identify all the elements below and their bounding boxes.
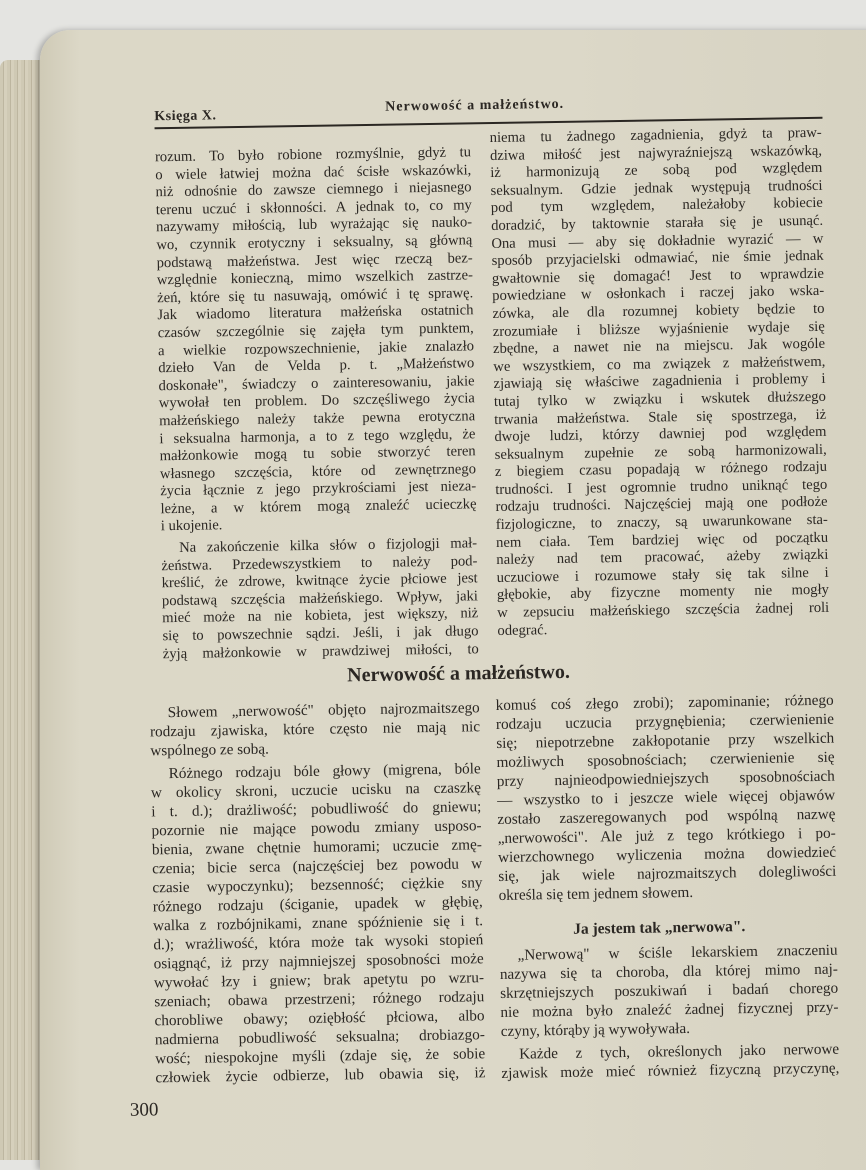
text-line: nie można było znaleźć żadnej fizycznej przy- (500, 998, 839, 1021)
text-line: terenu uczuć i skłonności. A jednak to, co my (155, 197, 472, 219)
page-number: 300 (129, 1099, 159, 1121)
text-line: się to powszechnie sądzi. Jeśli, i jak długo (162, 623, 479, 645)
column-bottom-right-continued (499, 941, 839, 1087)
text-line: z biegiem czasu popadają w różnego rodzaju (494, 459, 828, 481)
text-line: niema tu żadnego zagadnienia, gdyż ta praw- (489, 124, 822, 147)
text-line: trudności. I jest ogromnie trudno uniknąć tego (495, 476, 828, 498)
text-line: różnego rodzaju (ściganie, upadek w głębię, (152, 893, 483, 916)
text-line: Różnego rodzaju bóle głowy (migrena, bóle (168, 760, 481, 783)
text-line: Słowem „nerwowość" objęto najrozmaitszego (167, 699, 480, 722)
text-line: się; niepotrzebne zakłopotanie przy wszelkich (496, 729, 835, 752)
text-line: dziwa miłość jest najwyraźniejszą wskazówką, (489, 142, 823, 164)
text-line: zbędne, a nawet nie na miejscu. Jak wogóle (492, 335, 826, 358)
text-line: d.); wrażliwość, która może tak wysoki stopień (153, 931, 484, 954)
text-line: sposób przyjacielski odmawiać, nie śmie jednak (491, 247, 824, 270)
subsection-heading: Ja jestem tak „nerwowa". (573, 918, 746, 938)
column-top-right (490, 125, 830, 644)
text-line: należy nad tem pracować, ażeby związki (496, 547, 829, 569)
text-line: Ona musi — aby się dokładnie wyrazić — w (491, 230, 824, 252)
text-line: nadmierna pobudliwość seksualna; drobiazgo- (154, 1026, 485, 1049)
text-line: Na zakończenie kilka słów o fizjologji mał- (179, 535, 478, 557)
text-line: powiedziane w osłonkach i raczej jako wska- (492, 283, 825, 305)
text-line: wierzchownego wyliczenia można dowiedzieć (497, 843, 837, 866)
text-line: odegrać. (497, 621, 548, 639)
text-line: skrzętniejszych poszukiwań i badań chorego (500, 979, 839, 1002)
running-header-title: Nerwowość a małżeństwo. (385, 96, 565, 115)
text-line: nazywamy miłością, lub wyrażając się nauko- (155, 214, 473, 236)
text-line: „Nerwową" w ściśle lekarskiem znaczeniu (517, 941, 838, 964)
text-line: niż odnośnie do zawsze ciemnego i niejasnego (155, 179, 472, 201)
paragraph (499, 941, 838, 1041)
text-line: bienia, zwane chętnie humorami; uczucie zmę- (151, 836, 482, 859)
text-line: względnie konieczną, mimo wszelkich zastrze- (156, 267, 474, 289)
text-line: w okolicy skroni, uczucie ucisku na czaszkę (150, 779, 482, 802)
text-line: i ukojenie. (160, 517, 223, 535)
paragraph (490, 125, 830, 640)
text-line: wywołał ten problem. Do szczęśliwego życia (158, 390, 475, 412)
text-line: i seksualna harmonja, a to z tego względu, że (159, 425, 476, 447)
text-line: trwania małżeństwa. Stale się spostrzega, iż (494, 406, 827, 428)
text-line: szeniach; obawa przestrzeni; różnego rodzaju (154, 988, 485, 1011)
text-line: wspólnego ze sobą. (150, 740, 269, 760)
text-line: zówka, ale dla rozumnej kobiety będzie to (492, 300, 825, 322)
text-line: podstawą szczęścia małżeńskiego. Wpływ, jaki (161, 588, 479, 610)
text-line: chorobliwe obawy; oziębłość płciowa, albo (154, 1007, 485, 1030)
text-line: czyny, którąby ją wywoływała. (500, 1019, 691, 1040)
text-line: seksualnym. Gdzie jednak występują trudności (490, 177, 823, 199)
text-line: czasie wypoczynku); bezsenność; ciężkie sny (152, 874, 483, 897)
text-line: rodzaju trudności. Najczęściej mają one podłoże (495, 494, 828, 516)
text-line: i t. d.); drażliwość; pobudliwość do gniewu; (151, 798, 482, 821)
paragraph (150, 698, 481, 760)
text-line: zrozumiałe i bliższe wyjaśnienie wydaje się (492, 318, 825, 340)
text-line: w zepsuciu małżeńskiego szczęścia żadnej roli (497, 599, 830, 621)
text-line: głębokie, aby fizyczne momenty nie mogły (496, 582, 830, 604)
text-line: podstawą małżeństwa. Jest więc rzeczą bez- (156, 249, 473, 271)
text-line: fizjologiczne, to znaczy, są uwarunkowane sta- (495, 511, 828, 534)
text-line: małżeńskiego należy także pewna erotyczna (159, 408, 476, 430)
text-line: Jak wiadomo literatura małżeńska ostatnich (157, 302, 474, 324)
text-line: a wielkie rozpowszechnienie, jakie znalazło (157, 337, 475, 359)
text-line: walka z rozbójnikami, znane spóźnienie się i t. (152, 912, 484, 935)
paragraph (496, 691, 837, 905)
text-line: wość; niespokojne myśli (zdaje się, że sobie (155, 1045, 486, 1068)
section-heading: Nerwowość a małżeństwo. (346, 660, 571, 687)
text-line: komuś coś złego zrobi); zapominanie; różnego (495, 691, 834, 715)
text-line: Każde z tych, określonych jako nerwowe (519, 1040, 840, 1063)
text-line: wywołać łzy i gniew; brak apetytu po wzru- (153, 969, 485, 992)
text-line: się, jak wiele najrozmaitszych dolegliwości (498, 862, 837, 885)
text-line: gwałtownie się domagać! Jest to wprawdzie (491, 265, 825, 287)
text-line: zostało zaszeregowanych pod wspólną nazwę (497, 805, 836, 828)
text-line: — wszystko to i jeszcze wiele więcej objawów (497, 786, 836, 809)
text-line: rodzaju zjawiska, które często nie mają nic (149, 718, 481, 741)
text-line: iż harmonizują ze sobą pod względem (490, 159, 823, 182)
text-line: „nerwowości". Ale już z tego krótkiego i po- (497, 824, 836, 847)
column-bottom-left (150, 698, 486, 1091)
text-line: żyją małżonkowie w prawdziwej miłości, to (162, 640, 479, 662)
text-line: rozum. To było robione rozmyślnie, gdyż tu (154, 144, 472, 166)
running-header-book: Księga X. (154, 108, 217, 125)
text-line: przy najnieodpowiedniejszych sposobnościach (496, 767, 835, 790)
text-line: możliwych sposobnościach; czerwienienie się (496, 748, 835, 771)
text-line: mieć może na nie kobieta, jest większy, niż (162, 605, 479, 627)
text-line: doskonałe", świadczy o zainteresowaniu, jakie (158, 373, 475, 394)
text-line: żeń, które się tu nasuwają, omówić i tę sprawę. (157, 285, 474, 307)
text-line: zjawiają się właściwe zagadnienia i problemy i (493, 371, 826, 393)
text-line: zjawisk może mieć również fizyczną przyczynę, (501, 1059, 840, 1082)
paragraph (155, 144, 477, 536)
text-line: życia łącznie z jego przykrościami jest nieza- (160, 478, 477, 500)
text-line: doradzić, by taktownie starała się je usunąć. (490, 212, 824, 234)
text-line: czasów szczególnie się zajęła tym punktem, (157, 320, 474, 342)
text-line: pod tym względem, należałoby kobiecie (490, 195, 823, 217)
text-line: tutaj tylko w związku i wskutek dłuższego (493, 388, 826, 410)
text-line: żeństwa. Przedewszystkiem to należy pod- (161, 552, 478, 574)
text-line: pozornie nie mające powodu zmiany usposo- (151, 817, 482, 840)
text-line: uczuciowe i rozumowe stały się tak silne i (496, 564, 829, 586)
text-line: wo, czynnik erotyczny i seksualny, są główną (156, 232, 473, 254)
text-line: czenia; bicie serca (najczęściej bez powodu w (152, 855, 483, 878)
text-line: małżonkowie mogą tu sobie stworzyć teren (159, 443, 476, 465)
paragraph (501, 1040, 840, 1083)
paragraph (161, 535, 479, 663)
text-line: osiągnąć, iż przy najmniejszej sposobności może (153, 950, 484, 973)
text-line: człowiek życie odbierze, lub obawia się, iż (155, 1064, 486, 1087)
text-line: kreślić, że zdrowe, kwitnące życie płciowe jest (161, 570, 478, 592)
column-bottom-right (496, 691, 837, 909)
text-line: dwoje ludzi, którzy dawniej pod względem (494, 423, 827, 446)
text-line: leżne, a w którem mogą znaleźć ucieczkę (160, 496, 477, 518)
text-line: własnego szczęścia, które od zewnętrznego (159, 460, 477, 482)
text-line: we wszystkiem, co ma związek z małżeństwem, (493, 353, 826, 375)
text-line: seksualnym zupełnie ze sobą harmonizowali, (494, 441, 827, 463)
text-line: nazywa się ta choroba, dla której mimo naj- (499, 960, 838, 983)
text-line: o wiele łatwiej można dać ścisłe wskazówki, (155, 161, 472, 183)
text-line: rodzaju uczucia przygnębienia; czerwienienie (495, 710, 835, 733)
text-line: określa się tem jednem słowem. (498, 883, 694, 904)
paragraph (151, 759, 486, 1087)
text-line: nem ciała. Tem bardziej więc od początku (495, 529, 829, 551)
column-top-left (155, 144, 479, 667)
text-line: dzieło Van de Velda p. t. „Małżeństwo (158, 355, 475, 377)
